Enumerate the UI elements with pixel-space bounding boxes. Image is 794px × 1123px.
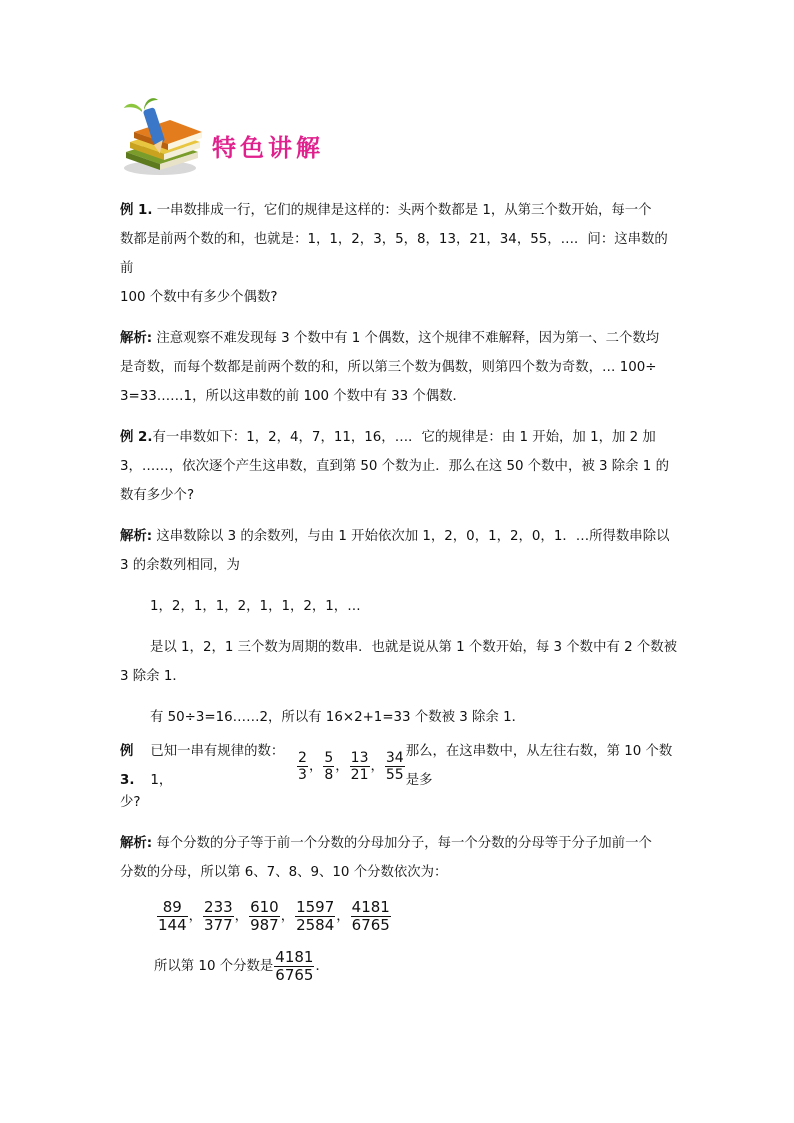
text-line: 所以第 10 个分数是 (154, 958, 274, 974)
remainder-sequence: 1，2，1，1，2，1，1，2，1，… (150, 599, 361, 614)
text-line: 3=33……1，所以这串数的前 100 个数中有 33 个偶数． (120, 389, 466, 404)
fraction: $\frac{13}{21}$ (350, 749, 369, 783)
page-title: 特色讲解 (212, 133, 324, 162)
example-2-answer: 有 50÷3=16……2，所以有 16×2+1=33 个数被 3 除余 1． (150, 710, 525, 725)
text-line: 数有多少个? (120, 488, 195, 503)
text-line: 每个分数的分子等于前一个分数的分母加分子，每一个分数的分母等于分子加前一个 (156, 836, 652, 851)
fraction: $\frac{4181}{6765}$ (275, 947, 314, 984)
text-line: 3 的余数列相同，为 (120, 558, 240, 573)
text-line: 一串数排成一行，它们的规律是这样的：头两个数都是 1，从第三个数开始，每一个 (156, 203, 652, 218)
text-line: 是奇数，而每个数都是前两个数的和，所以第三个数为偶数，则第四个数为奇数，… 100÷ (120, 360, 657, 375)
text-line: 3 除余 1． (120, 669, 186, 684)
example-3-solution (120, 829, 680, 887)
text-line: 3，……，依次逐个产生这串数，直到第 50 个数为止．那么在这 50 个数中，被 3 除余 1 的 (120, 459, 669, 474)
text-line: 少? (120, 795, 141, 810)
example-2-question (120, 423, 680, 510)
fraction: $\frac{233}{377}$ (204, 897, 233, 934)
fraction: $\frac{610}{987}$ (250, 897, 279, 934)
text-line: 分数的分母，所以第 6、7、8、9、10 个分数依次为： (120, 865, 448, 880)
solution-label: 解析: (120, 836, 153, 851)
fraction: $\frac{1597}{2584}$ (296, 897, 335, 934)
text-line: 这串数除以 3 的余数列，与由 1 开始依次加 1，2，0，1，2，0，1．…所得数串除以 (156, 529, 670, 544)
fraction: $\frac{2}{3}$ (298, 749, 307, 783)
example-2-label: 例 2. (120, 430, 153, 445)
example-1-question (120, 196, 680, 312)
solution-label: 解析: (120, 331, 153, 346)
text-line: 是以 1，2，1 三个数为周期的数串．也就是说从第 1 个数开始，每 3 个数中有 2 个数被 (150, 640, 678, 655)
content (120, 196, 680, 991)
text-line: 数都是前两个数的和，也就是：1，1，2，3，5，8，13，21，34，55，…．问：这串数的前 (120, 232, 668, 276)
text-line: 那么，在这串数中，从左往右数，第 10 个数是多 (405, 744, 673, 788)
answer-fraction-list: $\frac{89}{144}$ ， $\frac{233}{377}$ ， $\frac{610}{987}$ ， $\frac{1597}{2584}$ ， $\frac{4181}{6765}$ (158, 897, 390, 934)
text-line: 已知一串有规律的数：1， (150, 744, 285, 788)
solution-label: 解析: (120, 529, 153, 544)
fraction: $\frac{34}{55}$ (385, 749, 404, 783)
text-line: 注意观察不难发现每 3 个数中有 1 个偶数，这个规律不难解释，因为第一、二个数均 (156, 331, 660, 346)
fraction: $\frac{5}{8}$ (324, 749, 334, 783)
final-answer: 所以第 10 个分数是 $\frac{4181}{6765}$ ． (154, 947, 329, 984)
example-3-question: 例 3. 已知一串有规律的数：1， $\frac{2}{3}$ ， $\frac{5}{8}$ ， $\frac{13}{21}$ ， $\frac{34}{55}$ 那么，在这串数中，从左往右数，第 10 个数是多 少? (120, 744, 680, 817)
books-pencil-icon (120, 98, 206, 178)
fraction: $\frac{4181}{6765}$ (351, 897, 390, 934)
text-line: 有一串数如下：1，2，4，7，11，16，…．它的规律是：由 1 开始，加 1，加 2 加 (152, 430, 656, 445)
example-1-label: 例 1. (120, 203, 153, 218)
fraction: $\frac{89}{144}$ (158, 897, 187, 934)
example-1-solution (120, 324, 680, 411)
text-line: 100 个数中有多少个偶数? (120, 290, 278, 305)
example-3-label: 例 3. (120, 744, 135, 788)
example-2-explanation (120, 633, 680, 691)
example-2-solution (120, 522, 680, 580)
section-header (120, 98, 420, 178)
